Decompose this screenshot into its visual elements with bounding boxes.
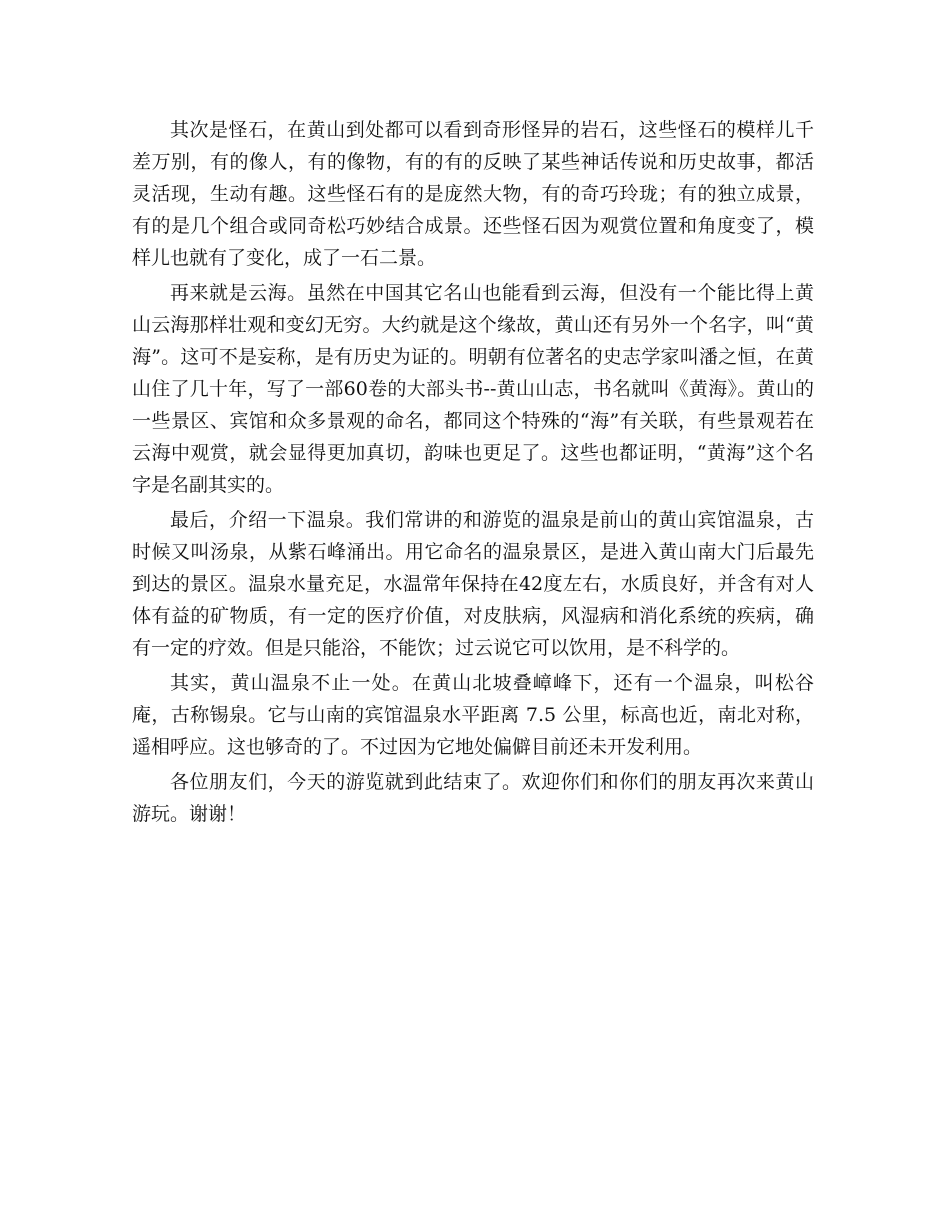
- paragraph-hot-springs: 最后，介绍一下温泉。我们常讲的和游览的温泉是前山的黄山宾馆温泉，古时候又叫汤泉，从紫石峰涌出。用它命名的温泉景区，是进入黄山南大门后最先到达的景区。温泉水量充足，水温常年保持在42度左右，水质良好，并含有对人体有益的矿物质，有一定的医疗价值，对皮肤病，风湿病和消化系统的疾病，确有一定的疗效。但是只能浴，不能饮；过云说它可以饮用，是不科学的。: [132, 509, 814, 659]
- paragraph-strange-rocks: 其次是怪石，在黄山到处都可以看到奇形怪异的岩石，这些怪石的模样儿千差万别，有的像人，有的像物，有的有的反映了某些神话传说和历史故事，都活灵活现，生动有趣。这些怪石有的是庞然大物，有的奇巧玲珑；有的独立成景，有的是几个组合或同奇松巧妙结合成景。还些怪石因为观赏位置和角度变了，模样儿也就有了变化，成了一石二景。: [132, 119, 814, 269]
- document-body: [132, 114, 814, 833]
- paragraph-sea-of-clouds: 再来就是云海。虽然在中国其它名山也能看到云海，但没有一个能比得上黄山云海那样壮观和变幻无穷。大约就是这个缘故，黄山还有另外一个名字，叫“黄海”。这可不是妄称，是有历史为证的。明朝有位著名的史志学家叫潘之恒，在黄山住了几十年，写了一部60卷的大部头书--黄山山志，书名就叫《黄海》。黄山的一些景区、宾馆和众多景观的命名，都同这个特殊的“海”有关联，有些景观若在云海中观赏，就会显得更加真切，韵味也更足了。这些也都证明，“黄海”这个名字是名副其实的。: [132, 282, 814, 496]
- paragraph-closing: 各位朋友们，今天的游览就到此结束了。欢迎你们和你们的朋友再次来黄山游玩。谢谢！: [132, 771, 814, 825]
- paragraph-north-hot-spring: 其实，黄山温泉不止一处。在黄山北坡叠嶂峰下，还有一个温泉，叫松谷庵，古称锡泉。它与山南的宾馆温泉水平距离 7.5 公里，标高也近，南北对称，遥相呼应。这也够奇的了。不过因为它地处偏僻目前还未开发利用。: [132, 672, 814, 758]
